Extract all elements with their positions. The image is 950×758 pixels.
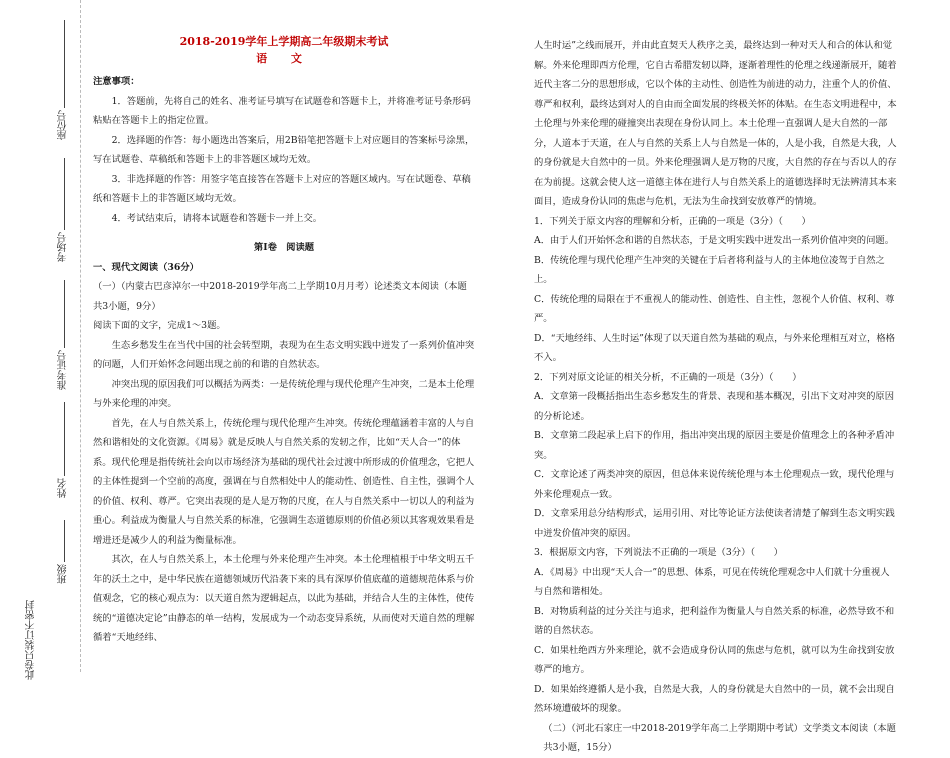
subsection-heading: （一）（内蒙古巴彦淖尔一中2018-2019学年高二上学期10月月考）论述类文本阅读（本题共3小题，9分） [93,281,467,312]
passage-paragraph: 其次，在人与自然关系上，本土伦理与外来伦理产生冲突。本土伦理植根于中华文明五千年的沃土之中，是中华民族在道德领域历代沿袭下来的具有深厚价值底蕴的道德规范体系与价值观念，它的核心观点为：以天道自然为逻辑起点，以此为基础，并结合人生的主体性，使传统的“道德决定论”由静态的单一结构，发展成为一个动态变异系统，从而使对天道自然的理解循着“天地经纬、 [93,554,475,643]
passage-paragraph: 首先，在人与自然关系上，传统伦理与现代伦理产生冲突。传统伦理蕴涵着丰富的人与自然和谐相处的文化资源。《周易》就是反映人与自然关系的发轫之作，比如“天人合一”的体系。现代伦理是指传统社会向以市场经济为基础的现代社会过渡中所形成的价值理念，它把人的主体性提到一个空前的高度，强调在与自然相处中人的能动性、创造性、自主性，强调个人的价值、权利、尊严。它突出表现的是人是万物的尺度，在人与自然关系中一切以人的利益为重心。利益成为衡量人与自然关系的标准，它强调生态道德原则的价值必须以其客观效果看是增进还是减少人的利益为衡量标准。 [93,417,475,546]
binding-gutter [0,0,90,680]
passage-paragraph: 冲突出现的原因我们可以概括为两类：一是传统伦理与现代伦理产生冲突，二是本土伦理与外来伦理的冲突。 [93,378,475,409]
question-option: C．文章论述了两类冲突的原因，但总体来说传统伦理与本土伦理观点一致，现代伦理与外来伦理观点一致。 [534,469,895,500]
passage-continuation: 人生时运”之线而展开，并由此直契天人秩序之美，最终达到一种对天人和合的体认和觉解。外来伦理即西方伦理，它自古希腊发轫以降，逐渐着理性的伦理之线递渐展开，随着近代主客二分的思想形成，它以个体的主动性、创造性为前进的动力，注重个人的价值、尊严和权利，最终达到对人的自由而全面发展的终极关怀的体贴。在生态文明进程中，本土伦理与外来伦理的碰撞突出表现在身份认同上。本土伦理一直强调人是大自然的一部分，人道本于天道，在人与自然的关系上人与自然是一体的，人是小我，自然是大我，人的身份就是大自然中的一员。外来伦理强调人是万物的尺度，大自然的存在与否以人的存在为前提。这就会使人这一道德主体在进行人与自然关系上的道德选择时无法辨清其本来面目，造成身份认同的焦虑与危机，无法为生命找到安放尊严的情境。 [534,40,897,207]
question-option: D．如果始终遵循人是小我，自然是大我，人的身份就是大自然中的一员，就不会出现自然环境遭破坏的现象。 [534,683,895,714]
name-line [64,402,65,476]
question-option: A．《周易》中出现“天人合一”的思想、体系，可见在传统伦理观念中人们就十分重视人与自然和谐相处。 [534,566,890,597]
question-stem: 2．下列对原文论证的相关分析，不正确的一项是（3分）（ ） [534,371,802,383]
question-stem: 3．根据原文内容，下列说法不正确的一项是（3分）（ ） [534,547,783,558]
notice-item: 2．选择题的作答：每小题选出答案后，用2B铅笔把答题卡上对应题目的答案标号涂黑，写在试题卷、草稿纸和答题卡上的非答题区域均无效。 [93,134,475,165]
exam-room-line [64,158,65,230]
question-option: A．文章第一段概括指出生态乡愁发生的背景、表现和基本概况，引出下文对冲突的原因的分析论述。 [534,391,894,422]
question-option: C．传统伦理的局限在于不重视人的能动性、创造性、自主性，忽视个人价值、权利、尊严。 [534,293,895,324]
question-option: B．传统伦理与现代伦理产生冲突的关键在于后者将利益与人的主体地位凌驾于自然之上。 [534,254,885,285]
name-label: 姓名 [58,478,69,498]
ticket-number-label: 准考证号 [58,350,69,390]
subsection-heading: （二）（河北石家庄一中2018-2019学年高二上学期期中考试）文学类文本阅读（本题共3小题，15分） [543,722,896,753]
exam-title: 2018-2019学年上学期高二年级期末考试 [179,35,389,48]
seat-number-line [64,20,65,108]
binding-cut-line [80,0,81,672]
left-column [93,34,475,648]
ticket-number-line [64,280,65,348]
passage-paragraph: 生态乡愁发生在当代中国的社会转型期，表现为在生态文明实践中迸发了一系列价值冲突的问题，人们开始怀念问题出现之前的和谐的自然状态。 [93,339,475,370]
class-line [64,520,65,562]
notice-item: 4．考试结束后，请将本试题卷和答题卡一并上交。 [111,212,323,224]
seat-number-label: 座位号 [58,110,69,140]
question-option: C．如果杜绝西方外来理论，就不会造成身份认同的焦虑与危机，就可以为生命找到安放尊严的地方。 [534,644,895,675]
question-option: D．文章采用总分结构形式，运用引用、对比等论证方法使读者清楚了解到生态文明实践中迸发价值冲突的原因。 [534,508,895,539]
exam-subject: 语 文 [256,52,312,65]
question-option: B．文章第二段起承上启下的作用，指出冲突出现的原因主要是价值理念上的各种矛盾冲突。 [534,430,895,461]
part-heading: 一、现代文阅读（36分） [93,261,199,273]
class-label: 班级 [58,564,69,584]
right-column [534,36,898,758]
notice-heading: 注意事项： [93,76,140,87]
question-option: D．“天地经纬、人生时运”体现了以天道自然为基础的观点，与外来伦理相互对立，格格不入。 [534,332,895,363]
question-option: A．由于人们开始怀念和谐的自然状态，于是文明实践中迸发出一系列价值冲突的问题。 [534,235,894,246]
notice-item: 3．非选择题的作答：用签字笔直接答在答题卡上对应的答题区域内。写在试题卷、草稿纸和答题卡上的非答题区域均无效。 [93,173,471,204]
notice-item: 1．答题前，先将自己的姓名、准考证号填写在试题卷和答题卡上，并将准考证号条形码粘贴在答题卡上的指定位置。 [93,95,471,126]
question-option: B．对物质利益的过分关注与追求，把利益作为衡量人与自然关系的标准，必然导致不和谐的自然状态。 [534,605,895,636]
section-title: 第Ⅰ卷 阅读题 [253,242,315,253]
reading-instruction: 阅读下面的文字，完成1～3题。 [93,320,226,331]
seal-notice: 此卷只装订不密封 [26,600,37,680]
question-stem: 1．下列关于原文内容的理解和分析，正确的一项是（3分）（ ） [534,215,811,227]
exam-room-label: 考场号 [58,232,69,262]
